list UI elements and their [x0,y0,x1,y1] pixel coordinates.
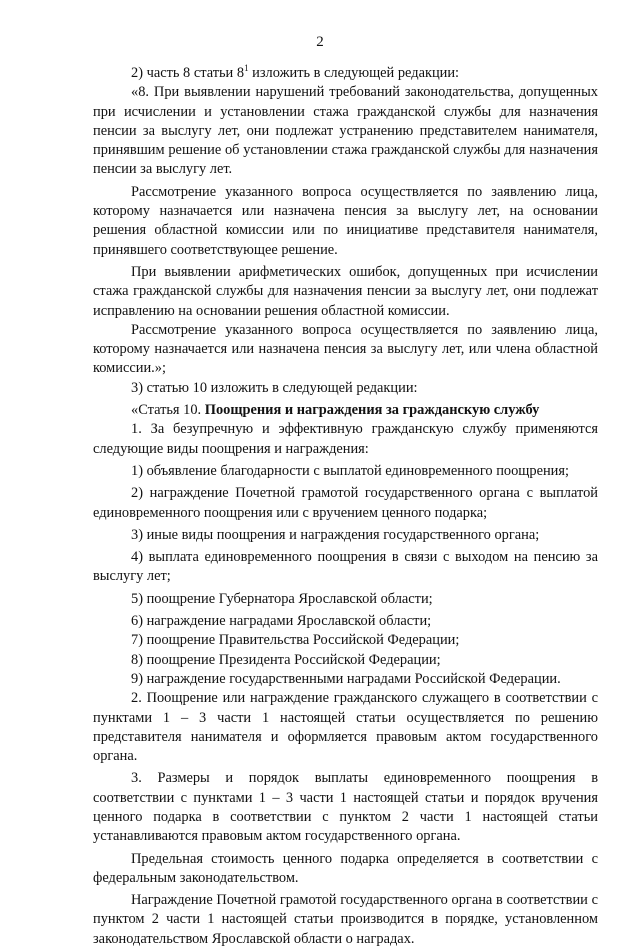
list-item-4: 4) выплата единовременного поощрения в связи с выходом на пенсию за выслугу лет; [93,549,598,585]
amendment-item-2 [93,64,598,83]
article-10-part-2: 2. Поощрение или награждение гражданского служащего в соответствии с пунктами 1 – 3 части 1 настоящей статьи осуществляется по решению представителя нанимателя и оформляется правовым актом государственного органа. [93,690,598,765]
document-body [93,64,598,949]
list-item-6: 6) награждение наградами Ярославской области; [131,613,432,630]
article-10-title: Поощрения и награждения за гражданскую службу [204,402,540,419]
list-item-3: 3) иные виды поощрения и награждения государственного органа; [131,526,540,543]
list-item-1: 1) объявление благодарности с выплатой единовременного поощрения; [131,462,569,479]
amendment-item-2-text-pre: 2) часть 8 статьи 8 [131,65,245,81]
article-10-number: «Статья 10. [131,402,205,419]
list-item-2: 2) награждение Почетной грамотой государственного органа с выплатой единовременного поощрения или с вручением ценного подарка; [93,485,598,521]
list-item-9: 9) награждение государственными наградами Российской Федерации. [131,670,561,687]
article-10-heading [93,401,598,420]
part-8-paragraph: «8. При выявлении нарушений требований законодательства, допущенных при исчислении и установлении стажа гражданской службы для назначения пенсии за выслугу лет, они подлежат устранению представителем нанимателя, принявшим решение об установлении стажа гражданской службы для назначения пенсии за выслугу лет. [93,84,598,178]
list-item-5: 5) поощрение Губернатора Ярославской области; [131,590,433,607]
arithmetic-errors-paragraph: При выявлении арифметических ошибок, допущенных при исчислении стажа гражданской службы для назначения пенсии за выслугу лет, они подлежат исправлению на основании решения областной комиссии. [93,263,598,319]
certificate-award-paragraph: Награждение Почетной грамотой государственного органа в соответствии с пунктом 2 части 1 настоящей статьи производится в порядке, установленном законодательством Ярославской области о наградах. [93,892,598,947]
amendment-item-3: 3) статью 10 изложить в следующей редакции: [131,379,418,396]
list-item-8: 8) поощрение Президента Российской Федерации; [131,651,441,668]
part-8-consideration-paragraph: Рассмотрение указанного вопроса осуществляется по заявлению лица, которому назначается или назначена пенсия за выслугу лет, на основании решения областной комиссии или по инициативе представителя нанимателя, принявшего соответствующее решение. [93,183,598,258]
article-10-part-1: 1. За безупречную и эффективную гражданскую службу применяются следующие виды поощрения и награждения: [93,421,598,457]
amendment-item-2-text-post: изложить в следующей редакции: [248,65,460,81]
article-superscript: 1 [244,63,249,73]
arithmetic-consideration-paragraph: Рассмотрение указанного вопроса осуществляется по заявлению лица, которому назначается или назначена пенсия за выслугу лет, или члена областной комиссии.»; [93,321,598,377]
gift-value-paragraph: Предельная стоимость ценного подарка определяется в соответствии с федеральным законодательством. [93,850,598,886]
article-10-part-3: 3. Размеры и порядок выплаты единовременного поощрения в соответствии с пунктами 1 – 3 части 1 настоящей статьи и порядок вручения ценного подарка в соответствии с пунктом 2 части 1 настоящей статьи устанавливаются правовым актом государственного органа. [93,770,598,845]
list-item-7: 7) поощрение Правительства Российской Федерации; [131,632,460,649]
page-number: 2 [316,34,324,50]
